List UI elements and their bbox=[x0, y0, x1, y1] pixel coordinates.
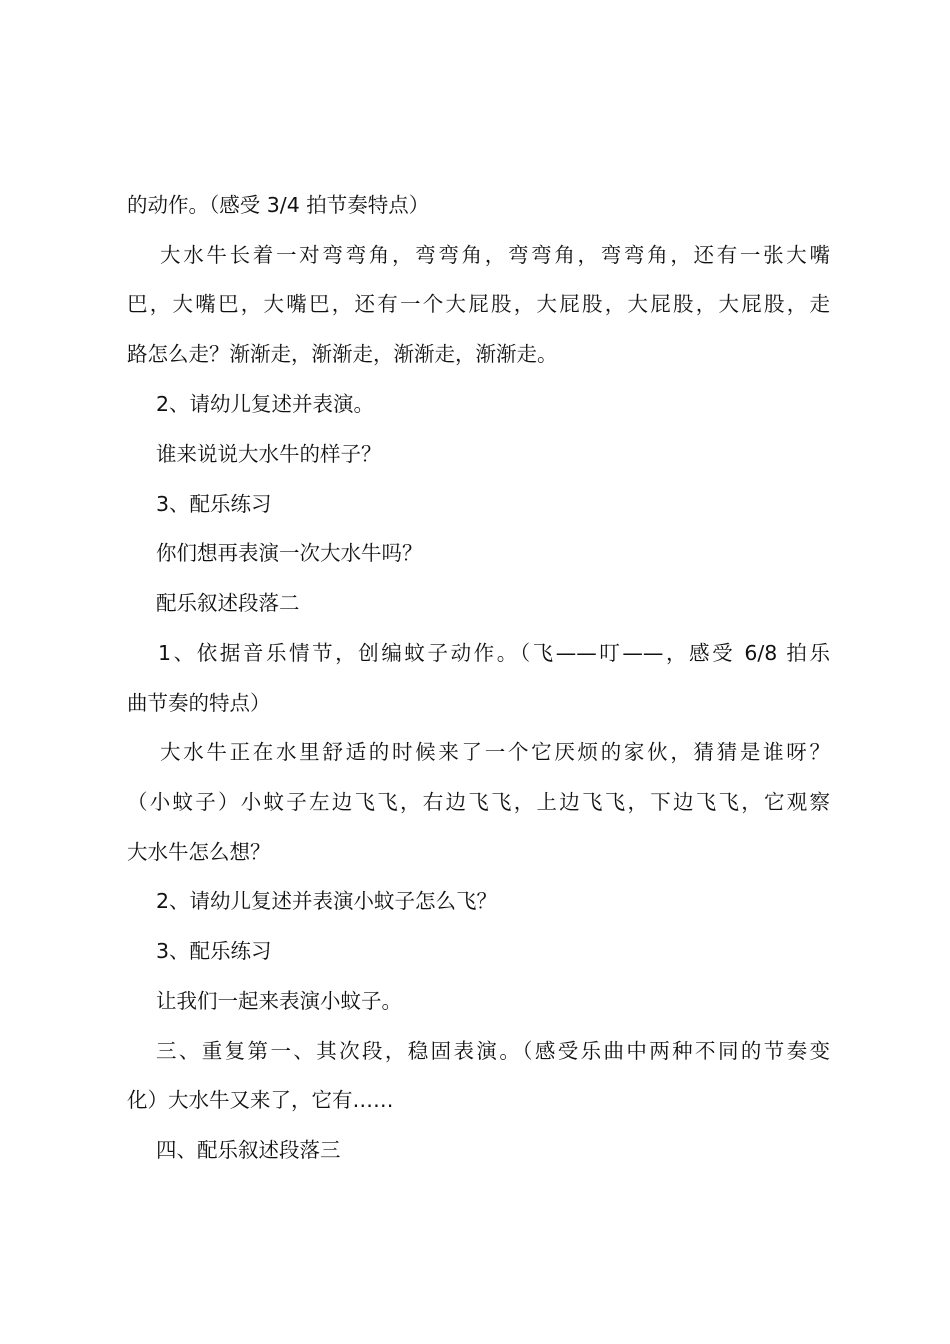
text-line: （小蚊子）小蚊子左边飞飞，右边飞飞，上边飞飞，下边飞飞，它观察 bbox=[127, 790, 830, 814]
section-heading: 配乐叙述段落二 bbox=[156, 591, 300, 615]
text-line: 化）大水牛又来了，它有…… bbox=[127, 1088, 394, 1112]
text-line: 大水牛怎么想？ bbox=[127, 840, 271, 864]
text-line: 巴，大嘴巴，大嘴巴，还有一个大屁股，大屁股，大屁股，大屁股，走 bbox=[127, 292, 830, 316]
paragraph-line: 大水牛长着一对弯弯角，弯弯角，弯弯角，弯弯角，还有一张大嘴 bbox=[160, 243, 830, 267]
text-line: 的动作。（感受 3/4 拍节奏特点） bbox=[127, 193, 430, 217]
paragraph-line: 2、请幼儿复述并表演小蚊子怎么飞？ bbox=[156, 889, 498, 913]
paragraph-line: 3、配乐练习 bbox=[156, 939, 272, 963]
paragraph-line: 三、重复第一、其次段，稳固表演。（感受乐曲中两种不同的节奏变 bbox=[156, 1039, 830, 1063]
section-heading: 四、配乐叙述段落三 bbox=[156, 1138, 341, 1162]
paragraph-line: 1、依据音乐情节，创编蚊子动作。（飞——叮——，感受 6/8 拍乐 bbox=[158, 641, 830, 665]
paragraph-line: 3、配乐练习 bbox=[156, 492, 272, 516]
paragraph-line: 2、请幼儿复述并表演。 bbox=[156, 392, 375, 416]
paragraph-line: 谁来说说大水牛的样子？ bbox=[156, 442, 382, 466]
paragraph-line: 大水牛正在水里舒适的时候来了一个它厌烦的家伙，猜猜是谁呀？ bbox=[160, 740, 830, 764]
paragraph-line: 让我们一起来表演小蚊子。 bbox=[156, 989, 402, 1013]
text-line: 曲节奏的特点） bbox=[127, 691, 271, 715]
text-line: 路怎么走？渐渐走，渐渐走，渐渐走，渐渐走。 bbox=[127, 342, 558, 366]
paragraph-line: 你们想再表演一次大水牛吗？ bbox=[156, 541, 423, 565]
